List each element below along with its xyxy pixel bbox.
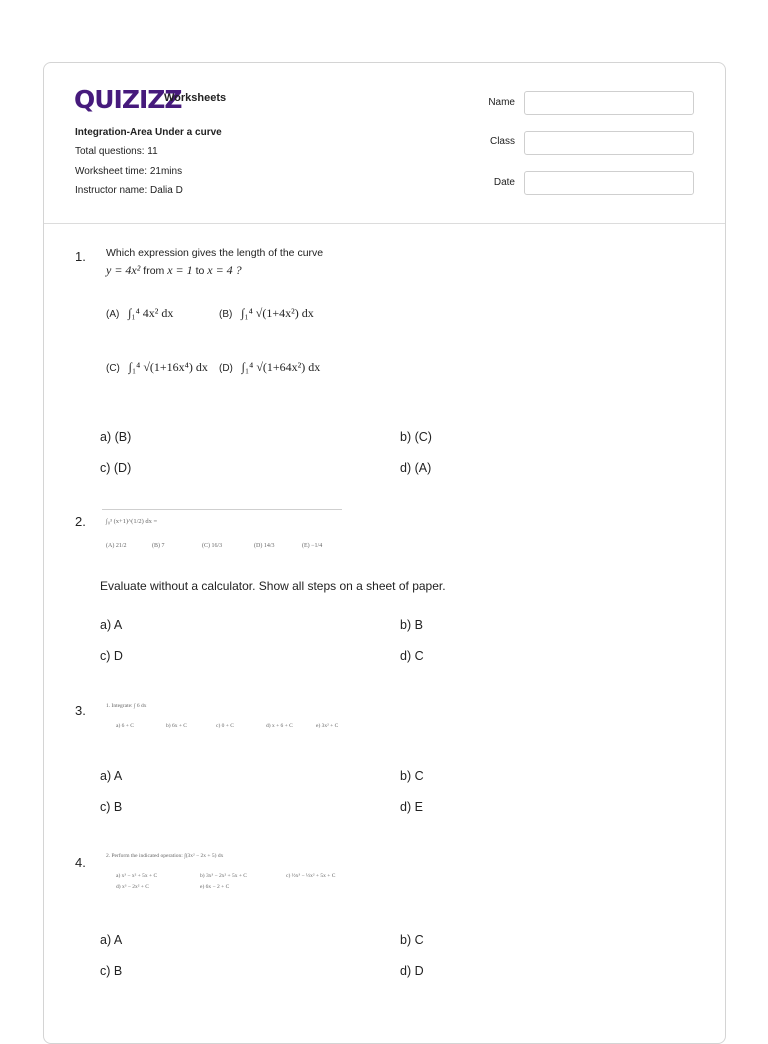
question-2-image — [102, 509, 342, 560]
logo-subtitle: Worksheets — [164, 92, 227, 104]
q3-option-a[interactable]: a) A — [100, 769, 123, 783]
choice-a-label: (A) — [106, 309, 120, 320]
question-3-image — [102, 699, 342, 735]
q4-img-choice-e: e) 6x − 2 + C — [200, 884, 230, 890]
worksheet-time: Worksheet time: 21mins — [75, 166, 183, 177]
choice-d-expr: ∫₁⁴ √(1+64x²) dx — [241, 360, 321, 374]
q4-option-a[interactable]: a) A — [100, 933, 123, 947]
q3-integral: 1. Integrate: ∫ 6 dx — [106, 703, 147, 709]
quizizz-logo: QUIZIZZ — [74, 85, 182, 114]
q4-img-choice-b: b) 3x³ − 2x² + 5x + C — [200, 873, 247, 879]
q4-option-d[interactable]: d) D — [400, 964, 424, 978]
q4-img-choice-a: a) x³ − x² + 5x + C — [116, 873, 158, 879]
q1-option-b[interactable]: b) (C) — [400, 430, 432, 444]
question-4-image — [102, 849, 342, 895]
q2-img-choice-b: (B) 7 — [152, 543, 165, 549]
instructor-name: Instructor name: Dalia D — [75, 185, 183, 196]
class-label: Class — [489, 136, 515, 147]
q3-img-choice-e: e) 3x² + C — [316, 723, 339, 729]
class-field[interactable] — [524, 131, 694, 155]
choice-a-expr: ∫₁⁴ 4x² dx — [128, 306, 174, 320]
q2-img-choice-a: (A) 21/2 — [106, 543, 127, 549]
q3-option-d[interactable]: d) E — [400, 800, 423, 814]
choice-d-label: (D) — [219, 363, 233, 374]
q4-option-b[interactable]: b) C — [400, 933, 424, 947]
q1-option-d[interactable]: d) (A) — [400, 461, 432, 475]
question-2-number: 2. — [75, 514, 86, 529]
curve-equation: y = 4x² — [106, 263, 141, 277]
upper-bound: x = 4 ? — [207, 263, 242, 277]
worksheet-title: Integration-Area Under a curve — [75, 127, 222, 138]
q4-integral: 2. Perform the indicated operation: ∫(3x² − 2x + 5) dx — [106, 853, 224, 859]
q2-option-d[interactable]: d) C — [400, 649, 424, 663]
name-label: Name — [488, 97, 515, 108]
q3-img-choice-b: b) 6x + C — [166, 723, 187, 729]
q3-img-choice-d: d) x + 6 + C — [266, 723, 293, 729]
word-from: from — [143, 265, 165, 277]
q4-img-choice-d: d) x³ − 2x² + C — [116, 884, 149, 890]
date-field[interactable] — [524, 171, 694, 195]
choice-b-label: (B) — [219, 309, 233, 320]
q1-option-c[interactable]: c) (D) — [100, 461, 132, 475]
choice-b-expr: ∫₁⁴ √(1+4x²) dx — [241, 306, 314, 320]
q4-option-c[interactable]: c) B — [100, 964, 123, 978]
q2-option-b[interactable]: b) B — [400, 618, 423, 632]
total-questions: Total questions: 11 — [75, 146, 158, 157]
choice-b-math — [219, 306, 314, 321]
choice-a-math — [106, 306, 173, 321]
lower-bound: x = 1 — [167, 263, 193, 277]
q2-img-choice-d: (D) 14/3 — [254, 543, 275, 549]
q2-integral: ∫₀³ (x+1)^(1/2) dx = — [106, 518, 158, 525]
choice-d-math — [219, 360, 320, 375]
question-1-text-line2 — [106, 263, 242, 278]
q2-img-choice-c: (C) 16/3 — [202, 543, 223, 549]
q1-option-a[interactable]: a) (B) — [100, 430, 132, 444]
q3-option-c[interactable]: c) B — [100, 800, 123, 814]
name-field[interactable] — [524, 91, 694, 115]
date-label: Date — [493, 177, 515, 188]
q2-option-a[interactable]: a) A — [100, 618, 123, 632]
q3-img-choice-a: a) 6 + C — [116, 723, 134, 729]
q3-option-b[interactable]: b) C — [400, 769, 424, 783]
word-to: to — [195, 265, 205, 277]
q2-option-c[interactable]: c) D — [100, 649, 123, 663]
question-3-number: 3. — [75, 703, 86, 718]
question-1-number: 1. — [75, 249, 86, 264]
worksheet-card — [43, 62, 726, 1044]
question-1-text: Which expression gives the length of the curve — [106, 247, 324, 259]
choice-c-math — [106, 360, 208, 375]
q4-img-choice-c: c) ½x³ − ½x² + 5x + C — [286, 873, 336, 879]
choice-c-label: (C) — [106, 363, 120, 374]
choice-c-expr: ∫₁⁴ √(1+16x⁴) dx — [128, 360, 208, 374]
worksheet-header — [44, 63, 725, 224]
q2-img-choice-e: (E) −1/4 — [302, 543, 323, 549]
question-4-number: 4. — [75, 855, 86, 870]
question-2-text: Evaluate without a calculator. Show all steps on a sheet of paper. — [100, 579, 446, 593]
q3-img-choice-c: c) 0 + C — [216, 723, 234, 729]
